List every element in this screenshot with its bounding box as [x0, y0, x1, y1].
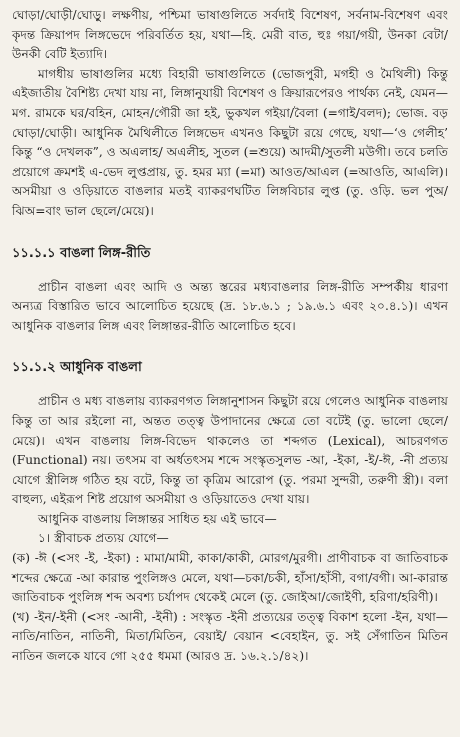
- spacer: [12, 378, 448, 392]
- list-title-feminine-suffix: ১। স্ত্রীবাচক প্রত্যয় যোগে—: [38, 531, 169, 546]
- spacer: [12, 264, 448, 278]
- section-1-paragraph: প্রাচীন বাঙলা এবং আদি ও অন্ত্য স্তরের মধ্যবাঙলার লিঙ্গ-রীতি সম্পর্কীয় ধারণা অন্যত্র বিস্তারিত ভাবে আলোচিত হয়েছে (দ্র. ১৮.৬.১ ; ১৯.৬.১ এবং ২০.৪.১)। এখন আধুনিক বাঙলার লিঙ্গ এবং লিঙ্গান্তর-রীতি আলোচিত হবে।: [12, 279, 448, 333]
- list-item-ka: (ক) -ঈ (<সং -ই, -ইকা) : মামা/মামী, কাকা/কাকী, মোরগ/মুরগী। প্রাণীবাচক বা জাতিবাচক শব্দের ক্ষেত্রে -আ কারান্ত পুংলিঙ্গও মেলে, যথা—চকা/চকী, হাঁসা/হাঁসী, বগা/বগী। আ-কারান্ত জাতিবাচক পুংলিঙ্গ শব্দ অবশ্য চর্যাপদ থেকেই মেলে (তু. জোইআ/জোইণী, হরিণা/হরিণী)।: [12, 551, 448, 605]
- section-heading-adhunik-bangla: ১১.১.২ আধুনিক বাঙলা: [12, 360, 142, 376]
- list-item-kha: (খ) -ইন/-ইনী (<সং -আনী, -ইনী) : সংস্কৃত -ইনী প্রত্যয়ের তত্ত্ব বিকাশ হলো -ইন, যথা—নাতি/নাতিন, নাতিনী, মিতা/মিতিন, বেয়াই/ বেয়ান <বেহাইন, তু. সই সেঁগাতিন মিতিন নাতিন জলকে যাবে গো ২৫৫ ধমমা (আরও দ্র. ১৬.২.১/৪২)।: [12, 609, 448, 664]
- section-2-lead-line: আধুনিক বাঙলায় লিঙ্গান্তর সাধিত হয় এই ভাবে—: [38, 511, 277, 526]
- section-heading-bangla-linga-riti: ১১.১.১ বাঙলা লিঙ্গ-রীতি: [12, 245, 151, 261]
- section-2-paragraph: প্রাচীন ও মধ্য বাঙলায় ব্যাকরণগত লিঙ্গানুশাসন কিছুটা রয়ে গেলেও আধুনিক বাঙলায় কিন্তু তা আর রইলো না, অন্তত তত্ত্ব উপাদানের ক্ষেত্রে তো বটেই (তু. ভালো ছেলে/মেয়ে)। এখন বাঙলায় লিঙ্গ-বিভেদ থাকলেও তা শব্দগত (Lexical), আচরণগত (Functional) নয়। তৎসম বা অর্ধতৎসম শব্দে সংস্কৃতসুলভ -আ, -ইকা, -ই/-ঈ, -নী প্রত্যয় যোগে স্ত্রীলিঙ্গ গঠিত হয় বটে, কিন্তু তা কৃত্রিম আরোপ (তু. পরমা সুন্দরী, তরুণী স্ত্রী)। বলা বাহুল্য, এইরূপ শিষ্ট প্রয়োগ অসমীয়া ও ওড়িয়াতেও দেখা যায়।: [12, 394, 448, 507]
- intro-paragraph-1: ঘোড়া/ঘোড়ী/ঘোড়ু। লক্ষণীয়, পশ্চিমা ভাষাগুলিতে সর্বদাই বিশেষণ, সর্বনাম-বিশেষণ এবং কৃদন্ত ক্রিয়াপদ লিঙ্গভেদে পরিবর্তিত হয়, যথা—হি. মেরী বাত, হুঃ গয়া/গয়ী, উনকা বেটা/উনকী বেটি ইত্যাদি।: [12, 8, 448, 62]
- spacer: [12, 336, 448, 358]
- intro-paragraph-2: মাগধীয় ভাষাগুলির মধ্যে বিহারী ভাষাগুলিতে (ভোজপুরী, মগহী ও মৈথিলী) কিন্তু এইজাতীয় বৈশিষ্ট্য দেখা যায় না, লিঙ্গানুযায়ী বিশেষণ ও ক্রিয়ারূপেরও পার্থক্য নেই, যেমন—মগ. রামকে ঘর/বহিন, মোহন/গৌরী জা হই, ভুকখল গইয়া/বৈলা (=গাই/বলদ); ভোজ. বড় ঘোড়া/ঘোড়ী। আধুনিক মৈথিলীতে লিঙ্গভেদ এখনও কিছুটা রয়ে গেছে, যথা—‘ও গেলীহ’ কিন্তু “ও দেখলক”, ও অএলাহ/ অএলীহ, সুতল (=শুয়ে) আদমী/সুতলী মউগী। তবে চলতি প্রয়োগে ক্রমশই এ-ভেদ লুপ্তপ্রায়, তু. হমর ম্যা (=মা) আওত/আএল (=আওতি, আএলি)। অসমীয়া ও ওড়িয়াতে বাঙলার মতই ব্যাকরণঘটিত লিঙ্গবিচার লুপ্ত (তু. ওড়ি. ভল পুঅ/ঝিঅ=বাং ভাল ছেলে/মেয়ে)।: [12, 66, 448, 218]
- spacer: [12, 222, 448, 244]
